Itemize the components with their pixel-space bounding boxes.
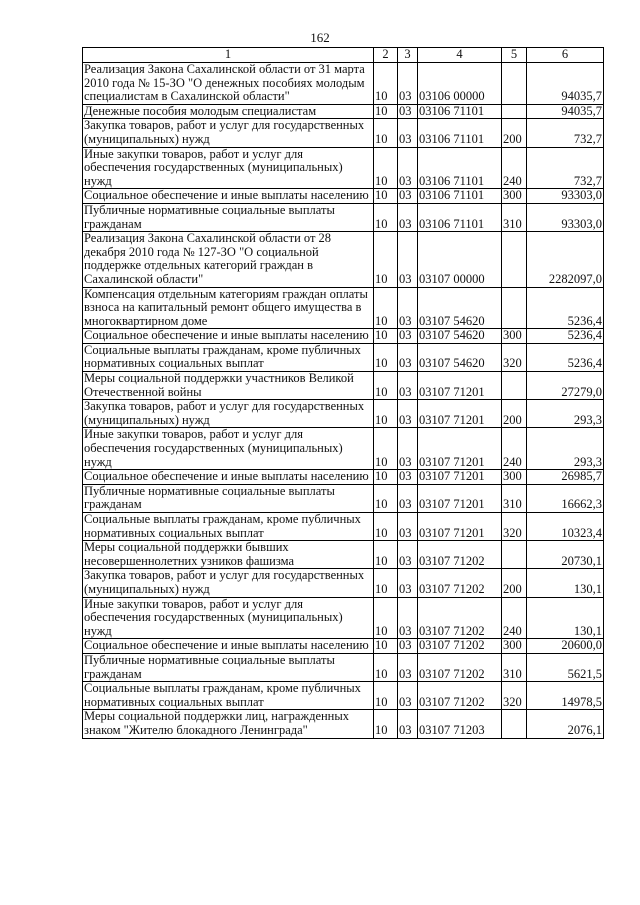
row-name: Публичные нормативные социальные выплаты гражданам (83, 653, 374, 681)
row-expense-type (502, 372, 527, 400)
row-name: Меры социальной поддержки лиц, награжденных знаком "Жителю блокадного Ленинграда" (83, 710, 374, 738)
row-amount: 20600,0 (527, 639, 604, 654)
header-row (83, 48, 604, 63)
table-row (83, 682, 604, 710)
row-section: 10 (374, 343, 398, 371)
row-expense-type (502, 710, 527, 738)
table-row (83, 343, 604, 371)
row-subsection: 03 (398, 484, 418, 512)
row-name: Социальные выплаты гражданам, кроме публичных нормативных социальных выплат (83, 682, 374, 710)
row-expense-type (502, 232, 527, 287)
row-expense-type: 200 (502, 569, 527, 597)
row-section: 10 (374, 232, 398, 287)
table-row (83, 372, 604, 400)
row-target-article: 03107 71203 (418, 710, 502, 738)
row-expense-type: 300 (502, 189, 527, 204)
row-target-article: 03107 71201 (418, 428, 502, 470)
row-subsection: 03 (398, 470, 418, 485)
table-row (83, 541, 604, 569)
row-amount: 16662,3 (527, 484, 604, 512)
row-expense-type: 320 (502, 513, 527, 541)
row-target-article: 03106 00000 (418, 63, 502, 105)
row-section: 10 (374, 682, 398, 710)
row-expense-type: 300 (502, 470, 527, 485)
row-amount: 14978,5 (527, 682, 604, 710)
table-row (83, 147, 604, 189)
row-amount: 5621,5 (527, 653, 604, 681)
row-section: 10 (374, 372, 398, 400)
row-amount: 93303,0 (527, 189, 604, 204)
row-section: 10 (374, 287, 398, 329)
row-amount: 94035,7 (527, 63, 604, 105)
row-subsection: 03 (398, 189, 418, 204)
row-amount: 27279,0 (527, 372, 604, 400)
row-amount: 732,7 (527, 147, 604, 189)
row-expense-type: 310 (502, 484, 527, 512)
row-amount: 5236,4 (527, 329, 604, 344)
row-expense-type: 300 (502, 329, 527, 344)
row-amount: 93303,0 (527, 203, 604, 231)
column-header-name: 1 (83, 48, 374, 63)
table-row (83, 189, 604, 204)
table-row (83, 203, 604, 231)
row-subsection: 03 (398, 569, 418, 597)
row-expense-type: 310 (502, 653, 527, 681)
row-section: 10 (374, 710, 398, 738)
row-target-article: 03106 71101 (418, 189, 502, 204)
table-body (83, 63, 604, 739)
row-name: Иные закупки товаров, работ и услуг для обеспечения государственных (муниципальных) нужд (83, 428, 374, 470)
row-section: 10 (374, 513, 398, 541)
row-expense-type (502, 541, 527, 569)
table-row (83, 470, 604, 485)
row-target-article: 03106 71101 (418, 147, 502, 189)
table-row (83, 287, 604, 329)
row-name: Реализация Закона Сахалинской области от 28 декабря 2010 года № 127-ЗО "О социальной поддержке отдельных категорий граждан в Сахалинской области" (83, 232, 374, 287)
row-name: Закупка товаров, работ и услуг для государственных (муниципальных) нужд (83, 569, 374, 597)
table-row (83, 428, 604, 470)
row-expense-type (502, 287, 527, 329)
row-name: Меры социальной поддержки участников Великой Отечественной войны (83, 372, 374, 400)
row-subsection: 03 (398, 682, 418, 710)
row-amount: 293,3 (527, 428, 604, 470)
column-header-expense-type: 5 (502, 48, 527, 63)
row-expense-type: 310 (502, 203, 527, 231)
table-row (83, 710, 604, 738)
row-subsection: 03 (398, 232, 418, 287)
row-amount: 20730,1 (527, 541, 604, 569)
row-expense-type: 240 (502, 597, 527, 639)
row-target-article: 03107 00000 (418, 232, 502, 287)
row-name: Закупка товаров, работ и услуг для государственных (муниципальных) нужд (83, 119, 374, 147)
row-target-article: 03106 71101 (418, 203, 502, 231)
row-section: 10 (374, 569, 398, 597)
row-name: Социальное обеспечение и иные выплаты населению (83, 639, 374, 654)
row-expense-type: 200 (502, 400, 527, 428)
column-header-amount: 6 (527, 48, 604, 63)
row-expense-type: 240 (502, 147, 527, 189)
table-row (83, 484, 604, 512)
row-amount: 26985,7 (527, 470, 604, 485)
row-name: Компенсация отдельным категориям граждан оплаты взноса на капитальный ремонт общего имущества в многоквартирном доме (83, 287, 374, 329)
row-section: 10 (374, 119, 398, 147)
column-header-subsection: 3 (398, 48, 418, 63)
row-section: 10 (374, 428, 398, 470)
row-target-article: 03107 71202 (418, 569, 502, 597)
row-name: Публичные нормативные социальные выплаты гражданам (83, 484, 374, 512)
row-target-article: 03107 71202 (418, 639, 502, 654)
row-amount: 2282097,0 (527, 232, 604, 287)
row-target-article: 03107 54620 (418, 287, 502, 329)
row-target-article: 03106 71101 (418, 119, 502, 147)
row-target-article: 03107 71201 (418, 513, 502, 541)
row-name: Социальные выплаты гражданам, кроме публичных нормативных социальных выплат (83, 513, 374, 541)
row-amount: 130,1 (527, 597, 604, 639)
row-expense-type: 200 (502, 119, 527, 147)
row-target-article: 03107 71201 (418, 400, 502, 428)
row-section: 10 (374, 597, 398, 639)
row-section: 10 (374, 484, 398, 512)
row-name: Социальное обеспечение и иные выплаты населению (83, 470, 374, 485)
page-number: 162 (310, 30, 330, 45)
table-header (83, 48, 604, 63)
row-target-article: 03107 54620 (418, 343, 502, 371)
row-amount: 5236,4 (527, 287, 604, 329)
table-row (83, 104, 604, 119)
row-subsection: 03 (398, 147, 418, 189)
row-target-article: 03107 71202 (418, 653, 502, 681)
row-subsection: 03 (398, 428, 418, 470)
row-subsection: 03 (398, 653, 418, 681)
row-amount: 94035,7 (527, 104, 604, 119)
row-section: 10 (374, 329, 398, 344)
row-section: 10 (374, 653, 398, 681)
row-target-article: 03107 71201 (418, 372, 502, 400)
row-expense-type: 320 (502, 343, 527, 371)
row-target-article: 03107 71202 (418, 682, 502, 710)
row-target-article: 03106 71101 (418, 104, 502, 119)
row-subsection: 03 (398, 597, 418, 639)
row-target-article: 03107 54620 (418, 329, 502, 344)
table-row (83, 639, 604, 654)
row-target-article: 03107 71201 (418, 470, 502, 485)
table-row (83, 597, 604, 639)
table-row (83, 400, 604, 428)
row-expense-type (502, 104, 527, 119)
row-name: Социальное обеспечение и иные выплаты населению (83, 329, 374, 344)
row-target-article: 03107 71202 (418, 541, 502, 569)
row-amount: 2076,1 (527, 710, 604, 738)
row-section: 10 (374, 203, 398, 231)
row-subsection: 03 (398, 513, 418, 541)
row-name: Реализация Закона Сахалинской области от 31 марта 2010 года № 15-ЗО "О денежных пособиях молодым специалистам в Сахалинской области" (83, 63, 374, 105)
row-amount: 732,7 (527, 119, 604, 147)
row-name: Социальные выплаты гражданам, кроме публичных нормативных социальных выплат (83, 343, 374, 371)
row-name: Иные закупки товаров, работ и услуг для обеспечения государственных (муниципальных) нужд (83, 147, 374, 189)
row-name: Денежные пособия молодым специалистам (83, 104, 374, 119)
row-amount: 10323,4 (527, 513, 604, 541)
row-subsection: 03 (398, 104, 418, 119)
row-subsection: 03 (398, 119, 418, 147)
table-row (83, 329, 604, 344)
row-name: Меры социальной поддержки бывших несовершеннолетних узников фашизма (83, 541, 374, 569)
table-row (83, 569, 604, 597)
row-section: 10 (374, 639, 398, 654)
row-expense-type: 320 (502, 682, 527, 710)
row-subsection: 03 (398, 400, 418, 428)
row-subsection: 03 (398, 343, 418, 371)
row-name: Закупка товаров, работ и услуг для государственных (муниципальных) нужд (83, 400, 374, 428)
row-expense-type (502, 63, 527, 105)
table-row (83, 232, 604, 287)
row-subsection: 03 (398, 203, 418, 231)
row-expense-type: 240 (502, 428, 527, 470)
row-amount: 130,1 (527, 569, 604, 597)
row-section: 10 (374, 147, 398, 189)
row-subsection: 03 (398, 541, 418, 569)
row-subsection: 03 (398, 639, 418, 654)
row-subsection: 03 (398, 63, 418, 105)
row-section: 10 (374, 63, 398, 105)
row-target-article: 03107 71201 (418, 484, 502, 512)
row-subsection: 03 (398, 329, 418, 344)
row-section: 10 (374, 189, 398, 204)
row-section: 10 (374, 541, 398, 569)
row-section: 10 (374, 470, 398, 485)
row-amount: 5236,4 (527, 343, 604, 371)
row-target-article: 03107 71202 (418, 597, 502, 639)
row-subsection: 03 (398, 287, 418, 329)
row-subsection: 03 (398, 710, 418, 738)
row-section: 10 (374, 400, 398, 428)
column-header-target-article: 4 (418, 48, 502, 63)
row-name: Иные закупки товаров, работ и услуг для обеспечения государственных (муниципальных) нужд (83, 597, 374, 639)
budget-table (82, 47, 604, 739)
row-section: 10 (374, 104, 398, 119)
row-name: Публичные нормативные социальные выплаты гражданам (83, 203, 374, 231)
row-expense-type: 300 (502, 639, 527, 654)
column-header-section: 2 (374, 48, 398, 63)
table-row (83, 653, 604, 681)
table-row (83, 63, 604, 105)
row-name: Социальное обеспечение и иные выплаты населению (83, 189, 374, 204)
row-subsection: 03 (398, 372, 418, 400)
table-row (83, 119, 604, 147)
row-amount: 293,3 (527, 400, 604, 428)
table-row (83, 513, 604, 541)
